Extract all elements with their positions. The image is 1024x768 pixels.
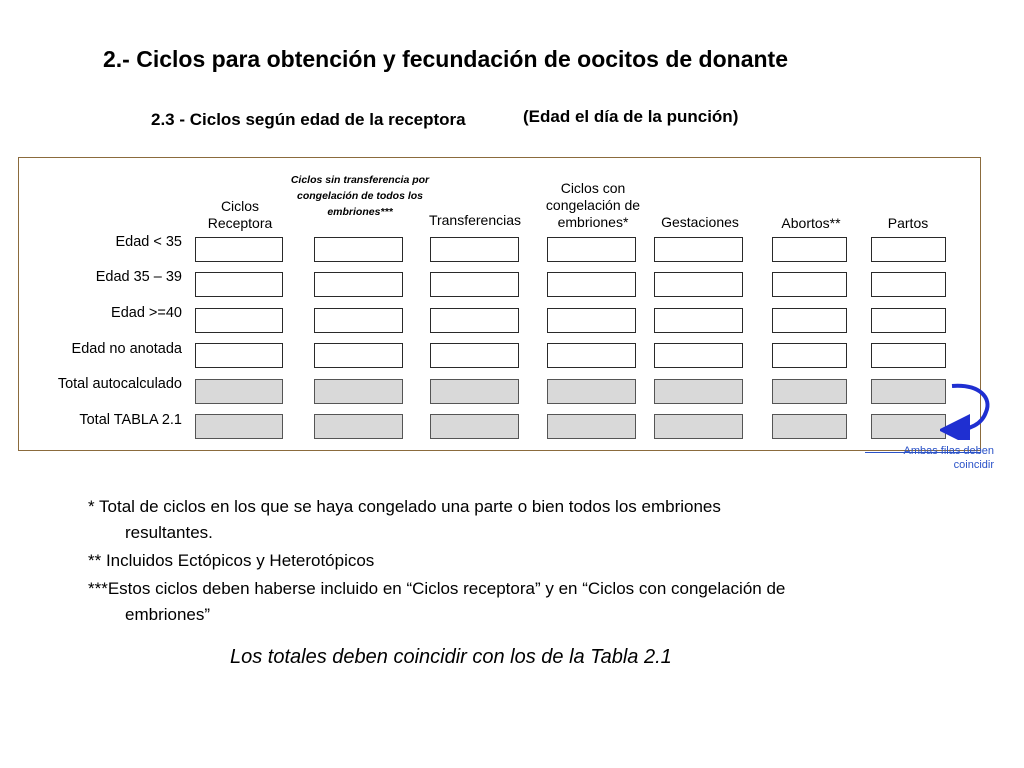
page-title: 2.- Ciclos para obtención y fecundación de oocitos de donante [103,46,788,72]
input-cell[interactable] [547,379,636,404]
input-cell[interactable] [547,343,636,368]
column-header-line: congelación de [545,197,641,213]
input-cell[interactable] [195,379,283,404]
column-header-line: Ciclos [220,198,260,214]
column-header-line: congelación de todos los [296,190,423,202]
column-header-line: Ciclos sin transferencia por [290,174,430,186]
input-cell[interactable] [547,237,636,262]
annotation-text [904,444,995,472]
input-cell[interactable] [314,343,403,368]
curved-arrow-icon [940,378,1000,440]
column-header-line: embriones*** [327,206,393,218]
row-label: Total TABLA 2.1 [79,412,182,428]
row-label: Edad < 35 [115,234,182,250]
input-cell[interactable] [772,237,847,262]
note-line: ** Incluidos Ectópicos y Heterotópicos [88,551,375,570]
input-cell[interactable] [654,308,743,333]
section-subtitle: 2.3 - Ciclos según edad de la receptora [151,110,466,129]
input-cell[interactable] [430,343,519,368]
annotation-line-text: coincidir [953,459,994,471]
note-asterisk-2 [88,548,374,574]
column-header-transferencias [420,212,530,229]
column-header-line: Abortos** [781,215,841,231]
note-line: embriones” [125,605,211,624]
input-cell[interactable] [547,272,636,297]
note-asterisk-3 [88,576,785,628]
input-cell[interactable] [430,308,519,333]
input-cell[interactable] [195,414,283,439]
input-cell[interactable] [195,272,283,297]
input-cell[interactable] [195,343,283,368]
input-cell[interactable] [195,308,283,333]
column-header-partos [870,215,946,232]
input-cell[interactable] [772,272,847,297]
input-cell[interactable] [772,343,847,368]
input-cell[interactable] [314,272,403,297]
input-cell[interactable] [314,237,403,262]
input-cell[interactable] [430,237,519,262]
column-header-line: Gestaciones [661,214,739,230]
row-label: Edad 35 – 39 [95,269,182,285]
column-header-line: Transferencias [428,212,522,228]
input-cell[interactable] [430,379,519,404]
column-header-line: Partos [887,215,929,231]
input-cell[interactable] [314,414,403,439]
input-cell[interactable] [871,343,946,368]
input-cell[interactable] [547,308,636,333]
note-line: * Total de ciclos en los que se haya congelado una parte o bien todos los embriones [88,497,721,516]
note-line: resultantes. [125,523,213,542]
column-header-abortos [765,215,857,232]
input-cell[interactable] [654,272,743,297]
table-frame [18,157,981,451]
input-cell[interactable] [654,379,743,404]
input-cell[interactable] [871,237,946,262]
input-cell[interactable] [195,237,283,262]
input-cell[interactable] [314,308,403,333]
column-header-line: Ciclos con [560,180,626,196]
input-cell[interactable] [772,379,847,404]
input-cell[interactable] [314,379,403,404]
input-cell[interactable] [871,272,946,297]
input-cell[interactable] [871,414,946,439]
input-cell[interactable] [654,237,743,262]
input-cell[interactable] [871,308,946,333]
annotation-line-text: Ambas filas deben [903,445,994,457]
note-asterisk-1 [88,494,721,546]
row-label: Total autocalculado [57,376,182,392]
input-cell[interactable] [430,272,519,297]
footer-note: Los totales deben coincidir con los de la Tabla 2.1 [230,646,672,668]
input-cell[interactable] [772,308,847,333]
input-cell[interactable] [547,414,636,439]
section-subnote: (Edad el día de la punción) [523,107,739,126]
input-cell[interactable] [654,343,743,368]
input-cell[interactable] [772,414,847,439]
column-header-ciclos-congelacion [533,180,653,231]
input-cell[interactable] [654,414,743,439]
note-line: ***Estos ciclos deben haberse incluido en “Ciclos receptora” y en “Ciclos con congelación de [88,579,786,598]
column-header-ciclos-receptora [200,198,280,232]
column-header-line: Receptora [207,215,273,231]
column-header-line: embriones* [557,214,629,230]
row-label: Edad no anotada [71,341,182,357]
column-header-gestaciones [650,214,750,231]
input-cell[interactable] [871,379,946,404]
row-label: Edad >=40 [111,305,182,321]
input-cell[interactable] [430,414,519,439]
